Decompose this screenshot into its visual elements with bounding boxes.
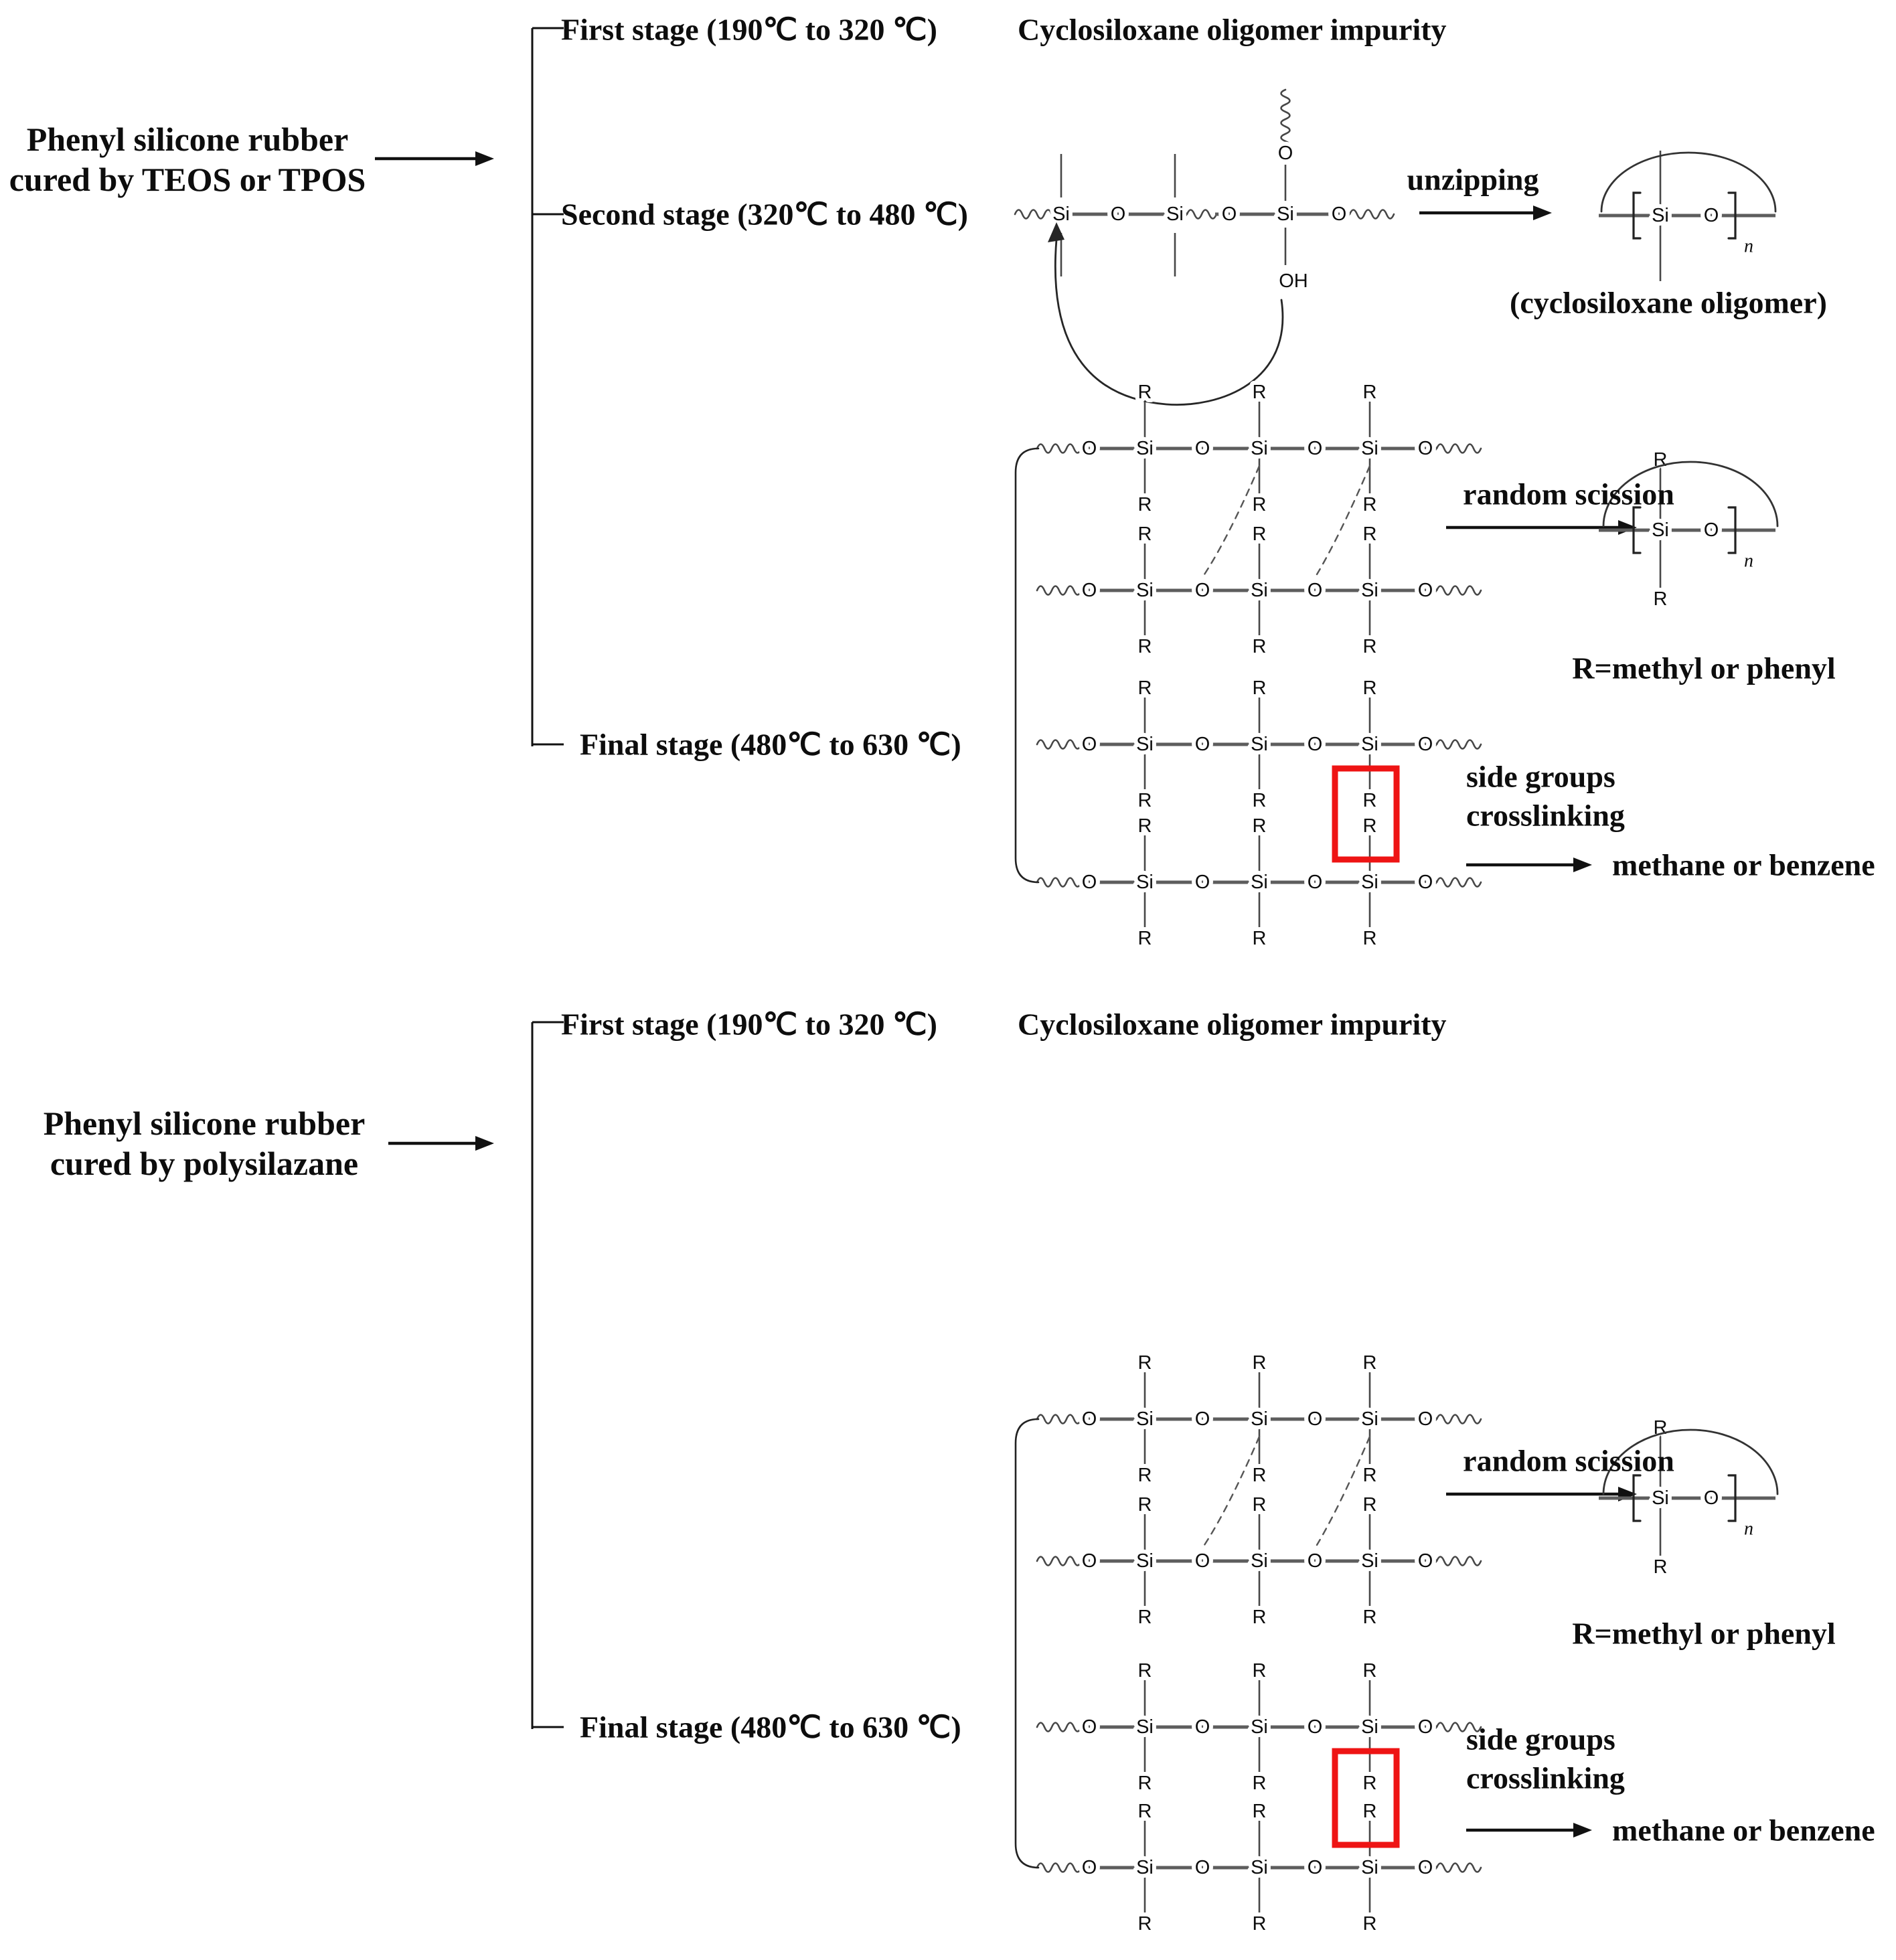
atom-r: R [1137,1773,1152,1794]
crosslinking-arrow-2-head [1573,1823,1592,1838]
atom-r: R [1362,494,1377,515]
atom-r: R [1137,636,1152,657]
wavy-bond [1037,444,1081,453]
atom-o: O [1417,1408,1433,1430]
atom-o: O [1703,519,1719,541]
atom-si: Si [1277,203,1294,225]
atom-r: R [1137,928,1152,949]
atom-si: Si [1251,734,1268,755]
atom-o: O [1081,1408,1097,1430]
atom-r: R [1252,523,1267,545]
scission-dashed-bond [1204,466,1259,574]
atom-o: O [1417,1857,1433,1878]
legend-r-definition-1: R=methyl or phenyl [1572,651,1836,685]
atom-oh: OH [1279,270,1308,292]
atom-r: R [1252,1913,1267,1935]
backbiting-arrow-curve [1055,240,1283,405]
atom-o: O [1417,872,1433,893]
atom-r: R [1252,1773,1267,1794]
network-bracket [1016,1419,1038,1868]
legend-r-definition-2: R=methyl or phenyl [1572,1616,1836,1651]
atom-si: Si [1251,1716,1268,1738]
atom-si: Si [1251,872,1268,893]
atom-si: Si [1361,1716,1378,1738]
stage-note-impurity-1: Cyclosiloxane oligomer impurity [1018,12,1447,47]
atom-r: R [1137,1913,1152,1935]
atom-o: O [1417,1716,1433,1738]
source-label-polysilazane-line1: Phenyl silicone rubber [43,1105,366,1142]
atom-si: Si [1251,1550,1268,1572]
crosslinking-arrow-2 [1466,1823,1592,1838]
atom-o: O [1194,734,1210,755]
atom-r: R [1137,1494,1152,1516]
stage-label-first-1: First stage (190℃ to 320 ℃) [561,12,937,47]
atom-r: R [1137,382,1152,403]
atom-o: O [1307,438,1323,459]
atom-o: O [1417,734,1433,755]
atom-o: O [1194,1408,1210,1430]
process-label-random-scission-2: random scission [1463,1443,1674,1478]
atom-si: Si [1166,203,1184,225]
crosslinking-arrow-1 [1466,858,1592,872]
atom-si: Si [1361,1408,1378,1430]
atom-si: Si [1136,734,1154,755]
scission-product-structure-1 [1599,449,1778,610]
atom-o: O [1194,438,1210,459]
atom-r: R [1362,1660,1377,1682]
wavy-bond-vertical [1281,90,1290,149]
atom-si: Si [1361,734,1378,755]
wavy-bond [1437,444,1481,453]
atom-r: R [1137,790,1152,811]
atom-r: R [1362,677,1377,699]
atom-r: R [1137,1801,1152,1822]
atom-o: O [1307,1550,1323,1572]
atom-o: O [1221,203,1237,225]
atom-r: R [1252,636,1267,657]
atom-r: R [1252,790,1267,811]
product-caption-cyclosiloxane: (cyclosiloxane oligomer) [1510,285,1827,320]
atom-r: R [1252,1801,1267,1822]
atom-r: R [1252,1660,1267,1682]
atom-o: O [1417,580,1433,601]
atom-r: R [1362,636,1377,657]
wavy-bond [1437,878,1481,887]
atom-o: O [1307,580,1323,601]
atom-r: R [1252,494,1267,515]
wavy-bond [1037,1557,1081,1566]
process-label-side-groups-1: side groups [1466,759,1615,794]
process-label-side-groups-2: side groups [1466,1722,1615,1757]
atom-r: R [1252,1494,1267,1516]
atom-o: O [1081,734,1097,755]
process-label-unzipping: unzipping [1407,162,1539,197]
scission-dashed-bond [1317,1437,1370,1545]
atom-si: Si [1652,1487,1669,1509]
wavy-bond [1037,1864,1081,1872]
atom-r: R [1137,494,1152,515]
wavy-bond [1437,1415,1481,1424]
atom-r: R [1137,1660,1152,1682]
network-bracket [1016,448,1038,882]
wavy-bond [1437,740,1481,749]
random-scission-arrow-1 [1446,520,1637,535]
flow-arrow-2-head [475,1136,494,1151]
atom-r: R [1252,1352,1267,1374]
scission-product-structure-2 [1599,1417,1778,1578]
atom-o: O [1194,872,1210,893]
atom-o: O [1081,438,1097,459]
atom-r: R [1362,382,1377,403]
atom-r: R [1362,1773,1377,1794]
atom-r: R [1252,1465,1267,1486]
atom-r: R [1653,449,1668,471]
atom-r: R [1362,1465,1377,1486]
atom-si: Si [1251,580,1268,601]
atom-r: R [1362,1352,1377,1374]
atom-o: O [1081,1716,1097,1738]
red-highlight-box [1335,1751,1397,1845]
atom-si: Si [1136,1408,1154,1430]
atom-o: O [1703,205,1719,226]
atom-o: O [1194,580,1210,601]
atom-r: R [1653,1417,1668,1439]
stage-label-second-1: Second stage (320℃ to 480 ℃) [561,197,968,232]
crosslinked-network-structure-2 [1016,1352,1481,1935]
atom-si: Si [1052,203,1070,225]
wavy-bond [1437,1864,1481,1872]
atom-o: O [1081,580,1097,601]
atom-si: Si [1136,872,1154,893]
atom-r: R [1137,1352,1152,1374]
wavy-bond [1037,878,1081,887]
atom-o: O [1703,1487,1719,1509]
atom-r: R [1362,1801,1377,1822]
atom-o: O [1307,1716,1323,1738]
stage-label-final-1: Final stage (480℃ to 630 ℃) [580,727,961,762]
atom-r: R [1362,1607,1377,1628]
atom-r: R [1362,815,1377,837]
repeat-subscript-n: n [1744,1518,1753,1540]
atom-o: O [1081,1550,1097,1572]
product-label-methane-benzene-2: methane or benzene [1612,1813,1875,1848]
atom-r: R [1252,928,1267,949]
atom-r: R [1137,815,1152,837]
atom-o: O [1194,1550,1210,1572]
atom-r: R [1252,677,1267,699]
atom-o: O [1110,203,1126,225]
atom-r: R [1252,1607,1267,1628]
atom-r: R [1137,1465,1152,1486]
atom-si: Si [1361,1857,1378,1878]
atom-si: Si [1361,438,1378,459]
atom-r: R [1362,790,1377,811]
atom-si: Si [1136,580,1154,601]
stage-label-final-2: Final stage (480℃ to 630 ℃) [580,1710,961,1744]
stage-note-impurity-2: Cyclosiloxane oligomer impurity [1018,1007,1447,1042]
product-label-methane-benzene-1: methane or benzene [1612,847,1875,882]
stage-label-first-2: First stage (190℃ to 320 ℃) [561,1007,937,1042]
crosslinked-network-structure-1 [1016,382,1481,949]
unzipping-arrow-head [1533,206,1552,220]
atom-si: Si [1251,1857,1268,1878]
atom-o: O [1194,1857,1210,1878]
atom-o-branch: O [1277,143,1293,164]
atom-si: Si [1361,1550,1378,1572]
atom-o: O [1081,1857,1097,1878]
source-label-teos-line1: Phenyl silicone rubber [26,120,349,158]
repeat-subscript-n: n [1744,550,1753,572]
atom-si: Si [1136,1716,1154,1738]
backbiting-arrow-head [1048,222,1064,242]
atom-o: O [1194,1716,1210,1738]
wavy-bond [1037,1723,1081,1732]
process-label-crosslinking-1: crosslinking [1466,798,1625,833]
cyclosiloxane-oligomer-structure [1599,151,1775,281]
section-teos-artwork [375,28,564,746]
atom-si: Si [1652,519,1669,541]
section-polysilazane-artwork [388,1022,564,1729]
process-label-crosslinking-2: crosslinking [1466,1761,1625,1795]
atom-r: R [1362,928,1377,949]
atom-o: O [1331,203,1347,225]
crosslinking-arrow-1-head [1573,858,1592,872]
red-highlight-box [1335,768,1397,860]
ring-arc [1601,153,1775,212]
atom-si: Si [1136,438,1154,459]
atom-r: R [1137,1607,1152,1628]
process-label-random-scission-1: random scission [1463,477,1674,511]
atom-o: O [1081,872,1097,893]
atom-si: Si [1136,1857,1154,1878]
atom-o: O [1307,734,1323,755]
atom-si: Si [1652,205,1669,226]
atom-r: R [1362,1494,1377,1516]
wavy-bond [1037,1415,1081,1424]
wavy-bond [1437,1557,1481,1566]
atom-si: Si [1251,438,1268,459]
atom-r: R [1362,1913,1377,1935]
scission-dashed-bond [1317,466,1370,574]
atom-si: Si [1361,580,1378,601]
wavy-bond [1350,210,1394,219]
atom-si: Si [1136,1550,1154,1572]
atom-o: O [1307,1857,1323,1878]
wavy-bond [1037,740,1081,749]
atom-r: R [1137,677,1152,699]
siloxane-chain-structure [1015,90,1394,405]
repeat-subscript-n: n [1744,236,1753,257]
flow-arrow-1-head [475,151,494,166]
atom-o: O [1417,1550,1433,1572]
atom-o: O [1307,1408,1323,1430]
atom-r: R [1137,523,1152,545]
scission-dashed-bond [1204,1437,1259,1545]
atom-o: O [1307,872,1323,893]
unzipping-arrow [1419,206,1552,220]
source-label-polysilazane-line2: cured by polysilazane [50,1145,359,1182]
wavy-bond [1187,210,1216,219]
atom-r: R [1252,382,1267,403]
atom-r: R [1252,815,1267,837]
atom-o: O [1417,438,1433,459]
atom-r: R [1653,588,1668,610]
atom-r: R [1362,523,1377,545]
atom-si: Si [1361,872,1378,893]
source-label-teos-line2: cured by TEOS or TPOS [9,161,366,198]
atom-si: Si [1251,1408,1268,1430]
wavy-bond [1037,586,1081,595]
wavy-bond [1437,586,1481,595]
atom-r: R [1653,1556,1668,1578]
